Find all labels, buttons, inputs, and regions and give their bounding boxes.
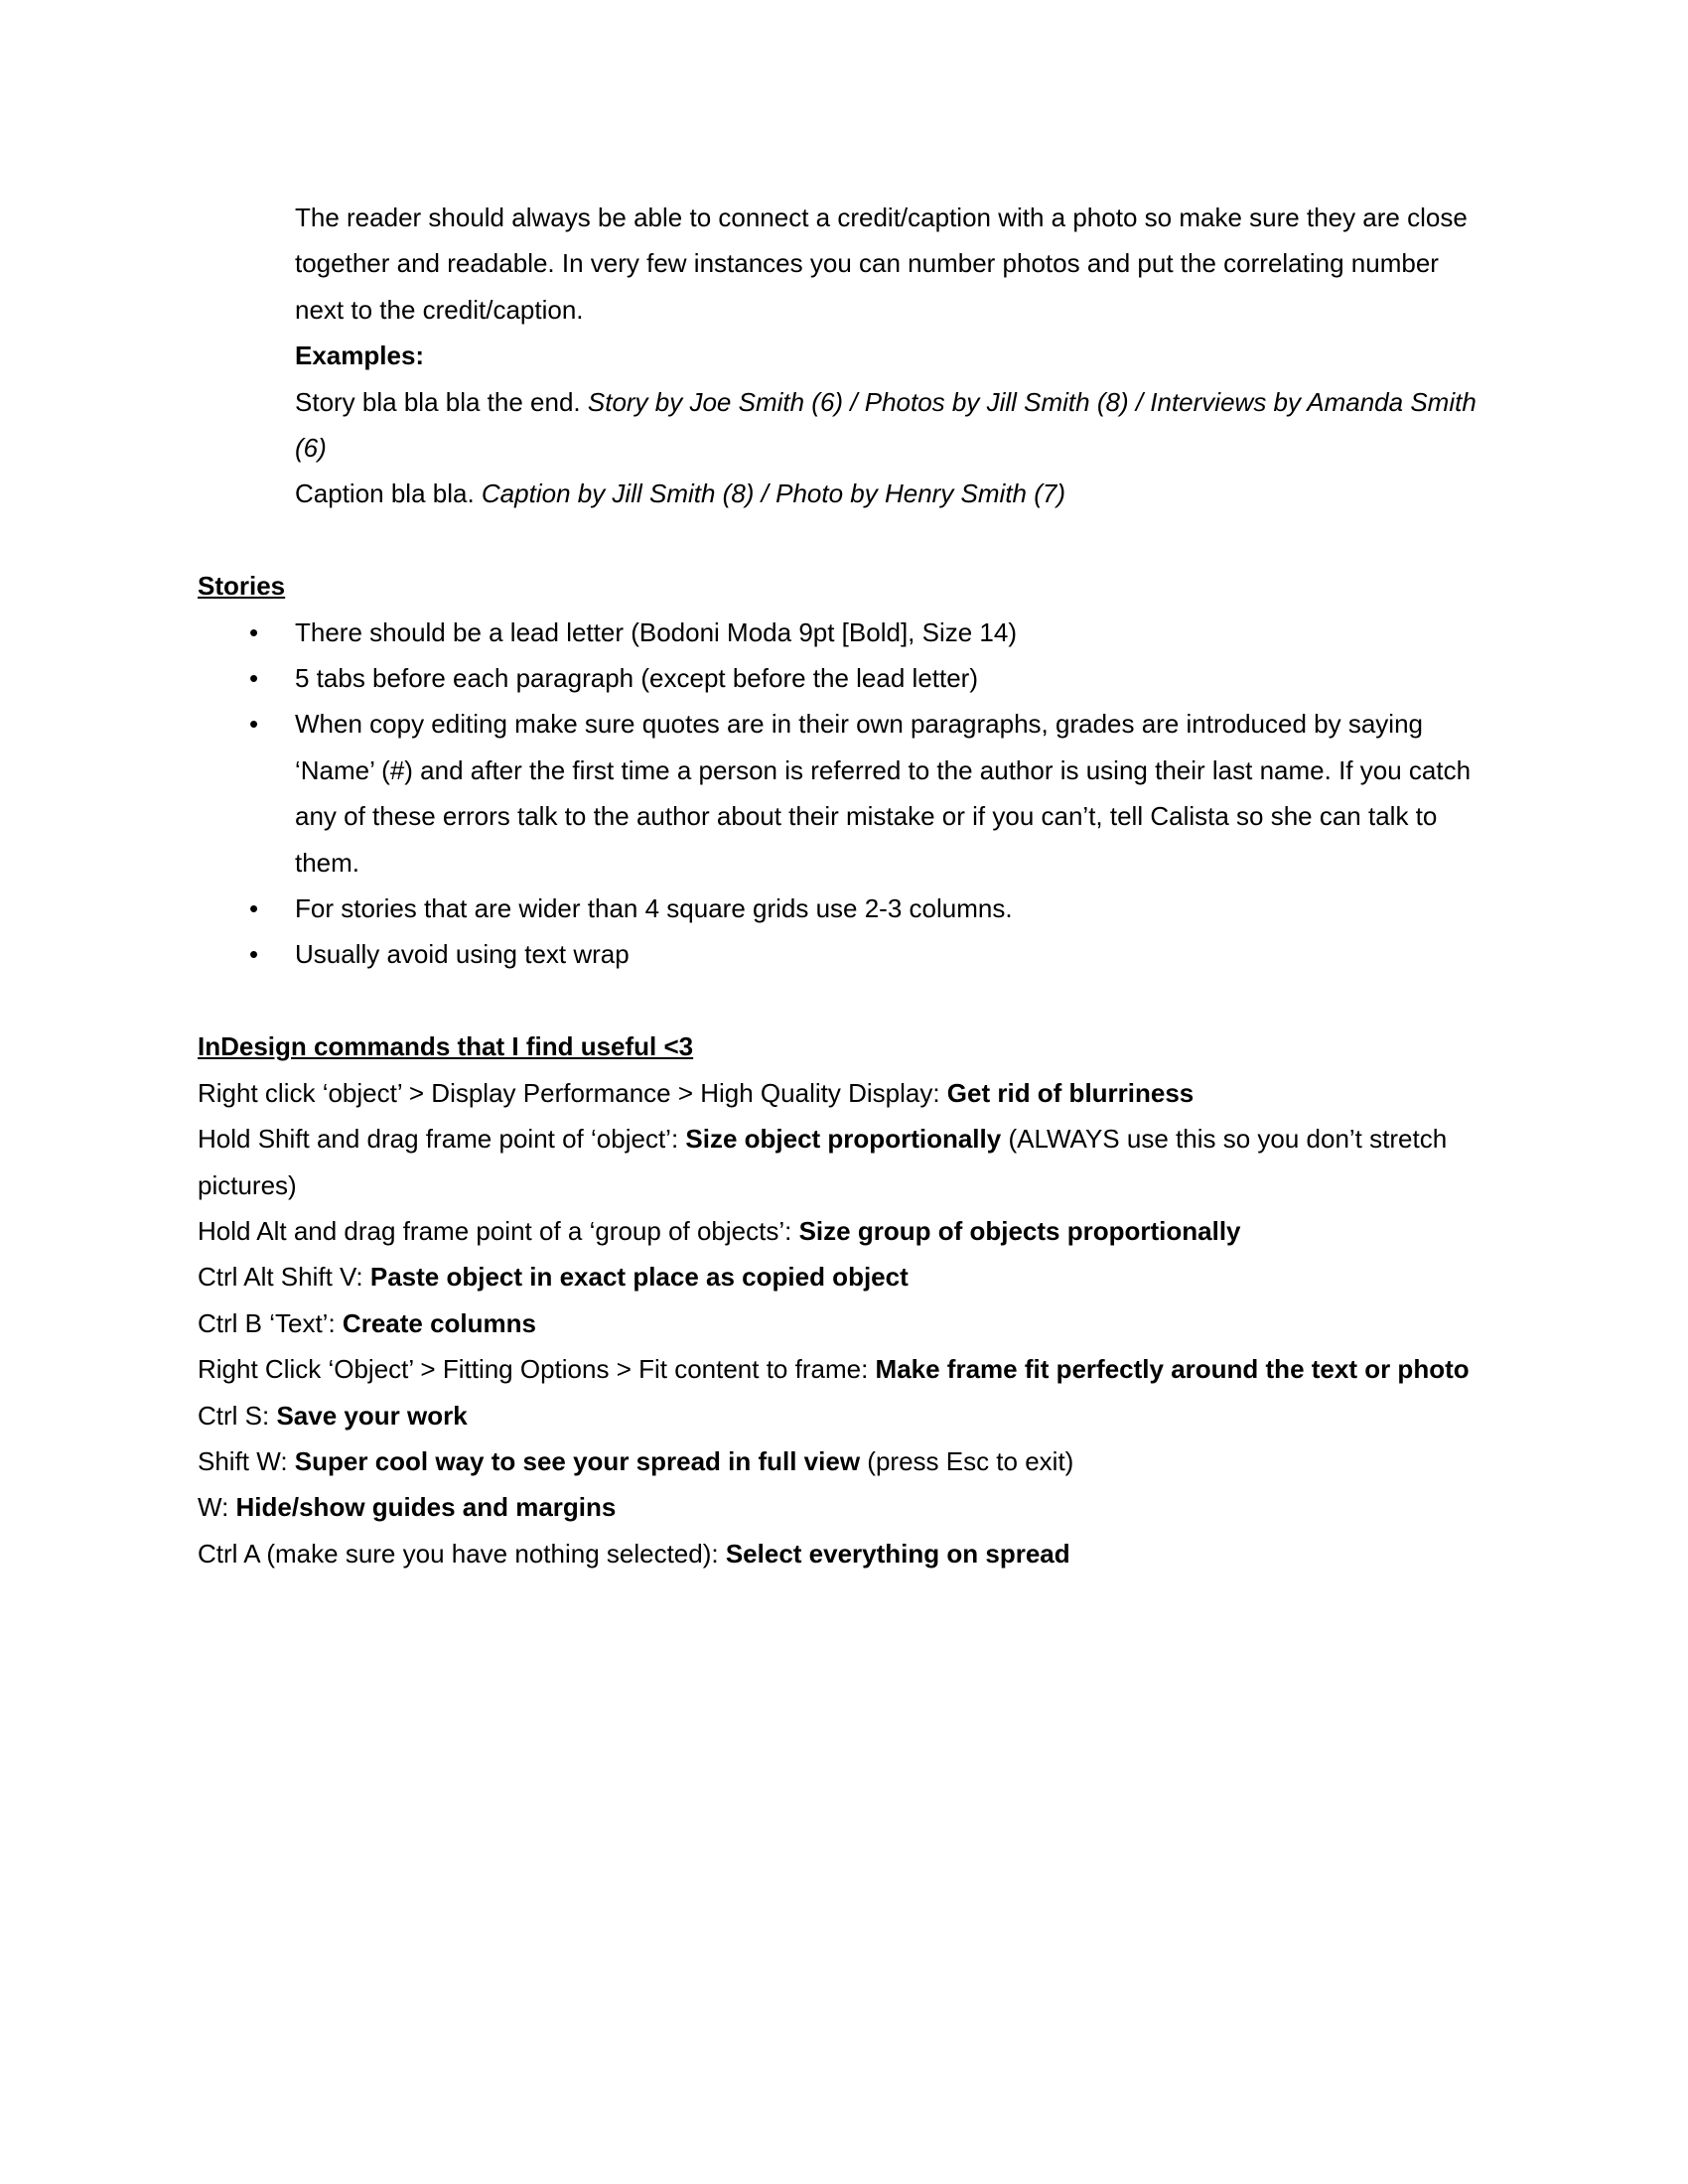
list-item: • There should be a lead letter (Bodoni Moda 9pt [Bold], Size 14) xyxy=(295,610,1486,655)
stories-list xyxy=(198,610,1488,978)
commands-heading: InDesign commands that I find useful <3 xyxy=(198,1031,694,1062)
command-item: Ctrl A (make sure you have nothing selected): Select everything on spread xyxy=(198,1538,1070,1569)
command-item: Hold Shift and drag frame point of ‘object’: Size object proportionally (ALWAYS use this so you don’t stretch pictures) xyxy=(198,1124,1448,1200)
commands-list xyxy=(198,1070,1488,1576)
list-item: • Usually avoid using text wrap xyxy=(295,931,1486,977)
list-item: • For stories that are wider than 4 square grids use 2-3 columns. xyxy=(295,886,1486,931)
list-item: • 5 tabs before each paragraph (except before the lead letter) xyxy=(295,655,1486,701)
bullet-icon: • xyxy=(249,893,259,924)
bullet-icon: • xyxy=(249,616,259,647)
command-item: W: Hide/show guides and margins xyxy=(198,1492,617,1523)
bullet-icon: • xyxy=(249,939,259,970)
document-page xyxy=(198,195,1488,1576)
examples-label: Examples: xyxy=(295,341,425,371)
command-item: Ctrl S: Save your work xyxy=(198,1400,468,1431)
list-item: • When copy editing make sure quotes are in their own paragraphs, grades are introduced by saying ‘Name’ (#) and after the first time a person is referred to the author is using their last name. If you catch any of these errors talk to the author about their mistake or if you can’t, tell Calista so she can talk to them. xyxy=(295,701,1486,886)
command-item: Hold Alt and drag frame point of a ‘group of objects’: Size group of objects proportionally xyxy=(198,1215,1241,1246)
command-item: Ctrl Alt Shift V: Paste object in exact place as copied object xyxy=(198,1262,909,1293)
command-item: Shift W: Super cool way to see your spread in full view (press Esc to exit) xyxy=(198,1445,1074,1476)
command-item: Ctrl B ‘Text’: Create columns xyxy=(198,1307,536,1338)
bullet-icon: • xyxy=(249,663,259,694)
command-item: Right Click ‘Object’ > Fitting Options > Fit content to frame: Make frame fit perfectly around the text or photo xyxy=(198,1354,1470,1385)
bullet-icon: • xyxy=(249,709,259,740)
example-story: Story bla bla bla the end. Story by Joe Smith (6) / Photos by Jill Smith (8) / Interviews by Amanda Smith (6) xyxy=(295,386,1477,464)
credits-intro: The reader should always be able to connect a credit/caption with a photo so make sure they are close together and readable. In very few instances you can number photos and put the correlating number next to the credit/caption. xyxy=(295,203,1468,325)
command-item: Right click ‘object’ > Display Performance > High Quality Display: Get rid of blurriness xyxy=(198,1077,1195,1108)
stories-heading: Stories xyxy=(198,571,286,602)
example-caption: Caption bla bla. Caption by Jill Smith (8) / Photo by Henry Smith (7) xyxy=(295,478,1066,509)
